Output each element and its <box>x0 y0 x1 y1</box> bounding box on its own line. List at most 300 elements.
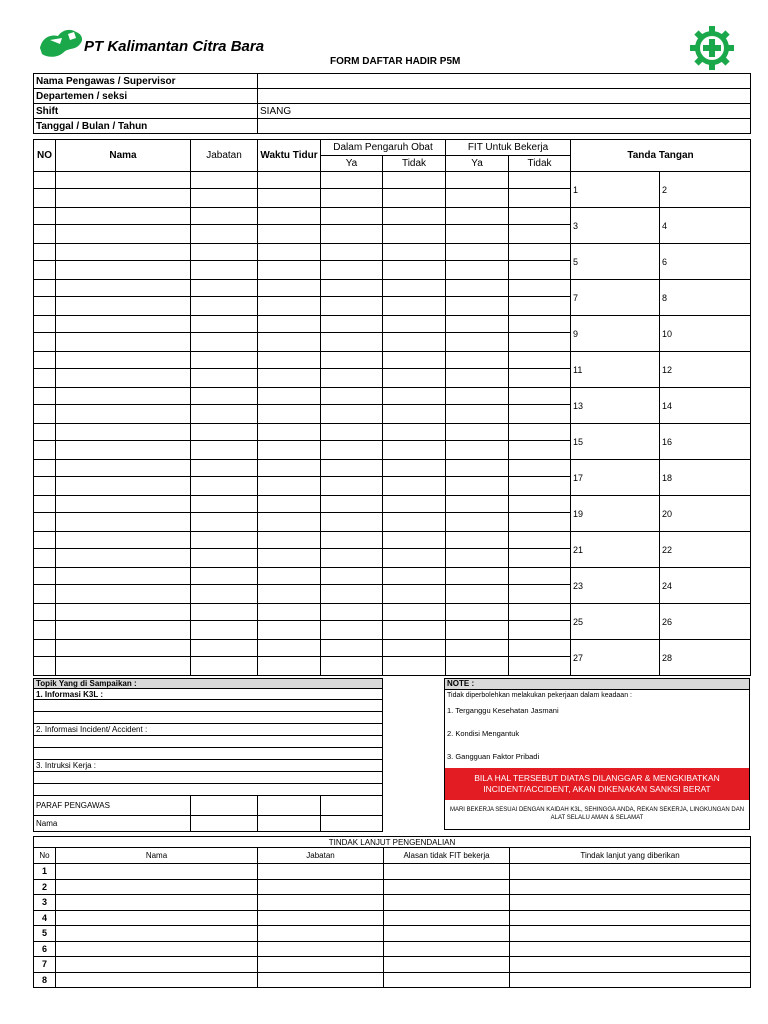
tindak-cell[interactable] <box>384 895 510 911</box>
attendance-cell[interactable] <box>509 189 571 208</box>
attendance-cell[interactable] <box>258 640 321 657</box>
attendance-cell[interactable] <box>321 388 383 405</box>
info-value[interactable] <box>258 89 751 104</box>
attendance-cell[interactable] <box>321 549 383 568</box>
attendance-cell[interactable] <box>383 477 446 496</box>
attendance-cell[interactable] <box>34 244 56 261</box>
attendance-cell[interactable] <box>446 225 509 244</box>
signature-cell[interactable]: 19 <box>571 496 660 532</box>
attendance-cell[interactable] <box>509 621 571 640</box>
tindak-cell[interactable] <box>258 941 384 957</box>
attendance-cell[interactable] <box>56 225 191 244</box>
attendance-cell[interactable] <box>321 460 383 477</box>
signature-cell[interactable]: 9 <box>571 316 660 352</box>
attendance-cell[interactable] <box>258 657 321 676</box>
attendance-cell[interactable] <box>56 441 191 460</box>
attendance-cell[interactable] <box>509 352 571 369</box>
attendance-cell[interactable] <box>258 352 321 369</box>
attendance-cell[interactable] <box>34 441 56 460</box>
attendance-cell[interactable] <box>509 585 571 604</box>
attendance-cell[interactable] <box>509 640 571 657</box>
paraf-cell[interactable] <box>191 796 258 816</box>
attendance-cell[interactable] <box>34 388 56 405</box>
attendance-cell[interactable] <box>191 477 258 496</box>
attendance-cell[interactable] <box>56 388 191 405</box>
signature-cell[interactable]: 28 <box>660 640 751 676</box>
attendance-cell[interactable] <box>509 604 571 621</box>
paraf-cell[interactable] <box>258 796 321 816</box>
attendance-cell[interactable] <box>34 316 56 333</box>
topik-line[interactable] <box>34 712 383 724</box>
attendance-cell[interactable] <box>258 405 321 424</box>
info-value[interactable] <box>258 74 751 89</box>
attendance-cell[interactable] <box>446 424 509 441</box>
topik-line[interactable] <box>34 748 383 760</box>
attendance-cell[interactable] <box>56 460 191 477</box>
attendance-cell[interactable] <box>258 604 321 621</box>
signature-cell[interactable]: 16 <box>660 424 751 460</box>
attendance-cell[interactable] <box>446 189 509 208</box>
attendance-cell[interactable] <box>509 460 571 477</box>
tindak-cell[interactable] <box>56 864 258 880</box>
attendance-cell[interactable] <box>34 604 56 621</box>
attendance-cell[interactable] <box>258 568 321 585</box>
attendance-cell[interactable] <box>383 316 446 333</box>
attendance-cell[interactable] <box>321 369 383 388</box>
tindak-cell[interactable] <box>510 895 751 911</box>
attendance-cell[interactable] <box>383 297 446 316</box>
attendance-cell[interactable] <box>34 657 56 676</box>
attendance-cell[interactable] <box>258 369 321 388</box>
attendance-cell[interactable] <box>509 549 571 568</box>
attendance-cell[interactable] <box>191 604 258 621</box>
attendance-cell[interactable] <box>191 244 258 261</box>
attendance-cell[interactable] <box>509 441 571 460</box>
attendance-cell[interactable] <box>383 640 446 657</box>
tindak-cell[interactable] <box>258 957 384 973</box>
attendance-cell[interactable] <box>383 333 446 352</box>
attendance-cell[interactable] <box>258 496 321 513</box>
attendance-cell[interactable] <box>34 297 56 316</box>
signature-cell[interactable]: 13 <box>571 388 660 424</box>
topik-line[interactable] <box>34 784 383 796</box>
attendance-cell[interactable] <box>383 441 446 460</box>
attendance-cell[interactable] <box>321 208 383 225</box>
attendance-cell[interactable] <box>446 369 509 388</box>
attendance-cell[interactable] <box>509 496 571 513</box>
attendance-cell[interactable] <box>56 172 191 189</box>
attendance-cell[interactable] <box>509 369 571 388</box>
attendance-cell[interactable] <box>446 568 509 585</box>
tindak-cell[interactable] <box>510 972 751 988</box>
tindak-cell[interactable] <box>384 941 510 957</box>
attendance-cell[interactable] <box>509 208 571 225</box>
attendance-cell[interactable] <box>509 405 571 424</box>
signature-cell[interactable]: 5 <box>571 244 660 280</box>
attendance-cell[interactable] <box>509 172 571 189</box>
attendance-cell[interactable] <box>56 640 191 657</box>
attendance-cell[interactable] <box>258 388 321 405</box>
attendance-cell[interactable] <box>191 261 258 280</box>
attendance-cell[interactable] <box>509 297 571 316</box>
attendance-cell[interactable] <box>446 657 509 676</box>
info-value[interactable] <box>258 119 751 134</box>
attendance-cell[interactable] <box>446 172 509 189</box>
attendance-cell[interactable] <box>321 441 383 460</box>
attendance-cell[interactable] <box>446 477 509 496</box>
attendance-cell[interactable] <box>258 225 321 244</box>
attendance-cell[interactable] <box>321 585 383 604</box>
attendance-cell[interactable] <box>56 244 191 261</box>
signature-cell[interactable]: 18 <box>660 460 751 496</box>
attendance-cell[interactable] <box>383 604 446 621</box>
attendance-cell[interactable] <box>446 585 509 604</box>
tindak-cell[interactable] <box>258 972 384 988</box>
signature-cell[interactable]: 14 <box>660 388 751 424</box>
attendance-cell[interactable] <box>383 244 446 261</box>
signature-cell[interactable]: 22 <box>660 532 751 568</box>
attendance-cell[interactable] <box>383 369 446 388</box>
attendance-cell[interactable] <box>191 405 258 424</box>
attendance-cell[interactable] <box>446 460 509 477</box>
attendance-cell[interactable] <box>34 424 56 441</box>
attendance-cell[interactable] <box>446 244 509 261</box>
tindak-cell[interactable] <box>56 895 258 911</box>
attendance-cell[interactable] <box>56 532 191 549</box>
attendance-cell[interactable] <box>383 585 446 604</box>
signature-cell[interactable]: 12 <box>660 352 751 388</box>
attendance-cell[interactable] <box>321 657 383 676</box>
attendance-cell[interactable] <box>56 261 191 280</box>
attendance-cell[interactable] <box>383 261 446 280</box>
paraf-cell[interactable] <box>258 816 321 832</box>
attendance-cell[interactable] <box>34 496 56 513</box>
attendance-cell[interactable] <box>258 513 321 532</box>
attendance-cell[interactable] <box>509 316 571 333</box>
attendance-cell[interactable] <box>258 477 321 496</box>
attendance-cell[interactable] <box>34 460 56 477</box>
attendance-cell[interactable] <box>383 352 446 369</box>
signature-cell[interactable]: 7 <box>571 280 660 316</box>
attendance-cell[interactable] <box>321 568 383 585</box>
attendance-cell[interactable] <box>34 280 56 297</box>
attendance-cell[interactable] <box>56 585 191 604</box>
attendance-cell[interactable] <box>34 352 56 369</box>
attendance-cell[interactable] <box>383 496 446 513</box>
attendance-cell[interactable] <box>321 316 383 333</box>
attendance-cell[interactable] <box>321 352 383 369</box>
attendance-cell[interactable] <box>383 460 446 477</box>
attendance-cell[interactable] <box>258 532 321 549</box>
tindak-cell[interactable] <box>384 926 510 942</box>
attendance-cell[interactable] <box>34 549 56 568</box>
attendance-cell[interactable] <box>509 513 571 532</box>
attendance-cell[interactable] <box>383 549 446 568</box>
attendance-cell[interactable] <box>258 189 321 208</box>
topik-line[interactable] <box>34 736 383 748</box>
attendance-cell[interactable] <box>191 568 258 585</box>
attendance-cell[interactable] <box>446 316 509 333</box>
attendance-cell[interactable] <box>258 208 321 225</box>
attendance-cell[interactable] <box>56 316 191 333</box>
tindak-cell[interactable] <box>510 926 751 942</box>
attendance-cell[interactable] <box>383 225 446 244</box>
tindak-cell[interactable] <box>384 957 510 973</box>
attendance-cell[interactable] <box>56 496 191 513</box>
attendance-cell[interactable] <box>191 208 258 225</box>
tindak-cell[interactable] <box>384 864 510 880</box>
attendance-cell[interactable] <box>34 369 56 388</box>
attendance-cell[interactable] <box>509 244 571 261</box>
signature-cell[interactable]: 15 <box>571 424 660 460</box>
attendance-cell[interactable] <box>509 657 571 676</box>
info-value[interactable]: SIANG <box>258 104 751 119</box>
attendance-cell[interactable] <box>446 297 509 316</box>
attendance-cell[interactable] <box>191 441 258 460</box>
attendance-cell[interactable] <box>446 532 509 549</box>
attendance-cell[interactable] <box>191 189 258 208</box>
topik-line[interactable] <box>34 700 383 712</box>
attendance-cell[interactable] <box>383 657 446 676</box>
attendance-cell[interactable] <box>34 640 56 657</box>
attendance-cell[interactable] <box>56 657 191 676</box>
attendance-cell[interactable] <box>56 604 191 621</box>
signature-cell[interactable]: 20 <box>660 496 751 532</box>
attendance-cell[interactable] <box>191 280 258 297</box>
attendance-cell[interactable] <box>258 297 321 316</box>
signature-cell[interactable]: 21 <box>571 532 660 568</box>
signature-cell[interactable]: 1 <box>571 172 660 208</box>
tindak-cell[interactable] <box>510 910 751 926</box>
attendance-cell[interactable] <box>191 172 258 189</box>
attendance-cell[interactable] <box>191 369 258 388</box>
tindak-cell[interactable] <box>510 941 751 957</box>
attendance-cell[interactable] <box>34 172 56 189</box>
attendance-cell[interactable] <box>509 261 571 280</box>
attendance-cell[interactable] <box>321 640 383 657</box>
attendance-cell[interactable] <box>191 532 258 549</box>
attendance-cell[interactable] <box>321 333 383 352</box>
attendance-cell[interactable] <box>191 333 258 352</box>
signature-cell[interactable]: 4 <box>660 208 751 244</box>
attendance-cell[interactable] <box>446 208 509 225</box>
attendance-cell[interactable] <box>56 513 191 532</box>
attendance-cell[interactable] <box>321 405 383 424</box>
attendance-cell[interactable] <box>321 261 383 280</box>
attendance-cell[interactable] <box>321 172 383 189</box>
attendance-cell[interactable] <box>34 477 56 496</box>
attendance-cell[interactable] <box>446 333 509 352</box>
attendance-cell[interactable] <box>446 604 509 621</box>
signature-cell[interactable]: 10 <box>660 316 751 352</box>
attendance-cell[interactable] <box>258 441 321 460</box>
attendance-cell[interactable] <box>509 424 571 441</box>
tindak-cell[interactable] <box>56 957 258 973</box>
attendance-cell[interactable] <box>446 513 509 532</box>
attendance-cell[interactable] <box>446 441 509 460</box>
attendance-cell[interactable] <box>258 460 321 477</box>
attendance-cell[interactable] <box>321 532 383 549</box>
tindak-cell[interactable] <box>258 926 384 942</box>
tindak-cell[interactable] <box>258 895 384 911</box>
tindak-cell[interactable] <box>510 957 751 973</box>
attendance-cell[interactable] <box>383 208 446 225</box>
attendance-cell[interactable] <box>446 496 509 513</box>
attendance-cell[interactable] <box>56 297 191 316</box>
attendance-cell[interactable] <box>191 585 258 604</box>
attendance-cell[interactable] <box>191 352 258 369</box>
tindak-cell[interactable] <box>56 926 258 942</box>
signature-cell[interactable]: 6 <box>660 244 751 280</box>
tindak-cell[interactable] <box>384 879 510 895</box>
attendance-cell[interactable] <box>56 369 191 388</box>
tindak-cell[interactable] <box>56 879 258 895</box>
attendance-cell[interactable] <box>509 280 571 297</box>
attendance-cell[interactable] <box>34 261 56 280</box>
attendance-cell[interactable] <box>321 189 383 208</box>
attendance-cell[interactable] <box>191 549 258 568</box>
tindak-cell[interactable] <box>510 879 751 895</box>
attendance-cell[interactable] <box>258 316 321 333</box>
signature-cell[interactable]: 27 <box>571 640 660 676</box>
paraf-cell[interactable] <box>191 816 258 832</box>
attendance-cell[interactable] <box>56 352 191 369</box>
attendance-cell[interactable] <box>321 621 383 640</box>
attendance-cell[interactable] <box>383 424 446 441</box>
signature-cell[interactable]: 2 <box>660 172 751 208</box>
attendance-cell[interactable] <box>34 621 56 640</box>
attendance-cell[interactable] <box>34 585 56 604</box>
paraf-cell[interactable] <box>321 796 383 816</box>
attendance-cell[interactable] <box>56 189 191 208</box>
attendance-cell[interactable] <box>56 424 191 441</box>
attendance-cell[interactable] <box>446 549 509 568</box>
attendance-cell[interactable] <box>191 657 258 676</box>
attendance-cell[interactable] <box>509 225 571 244</box>
attendance-cell[interactable] <box>446 405 509 424</box>
attendance-cell[interactable] <box>34 189 56 208</box>
attendance-cell[interactable] <box>321 280 383 297</box>
attendance-cell[interactable] <box>321 244 383 261</box>
attendance-cell[interactable] <box>191 460 258 477</box>
tindak-cell[interactable] <box>258 864 384 880</box>
signature-cell[interactable]: 23 <box>571 568 660 604</box>
attendance-cell[interactable] <box>56 280 191 297</box>
attendance-cell[interactable] <box>56 549 191 568</box>
topik-line[interactable] <box>34 772 383 784</box>
attendance-cell[interactable] <box>383 388 446 405</box>
attendance-cell[interactable] <box>446 280 509 297</box>
signature-cell[interactable]: 25 <box>571 604 660 640</box>
attendance-cell[interactable] <box>191 496 258 513</box>
attendance-cell[interactable] <box>321 604 383 621</box>
tindak-cell[interactable] <box>56 941 258 957</box>
attendance-cell[interactable] <box>383 172 446 189</box>
attendance-cell[interactable] <box>34 333 56 352</box>
signature-cell[interactable]: 26 <box>660 604 751 640</box>
attendance-cell[interactable] <box>321 477 383 496</box>
attendance-cell[interactable] <box>509 477 571 496</box>
tindak-cell[interactable] <box>258 910 384 926</box>
signature-cell[interactable]: 11 <box>571 352 660 388</box>
attendance-cell[interactable] <box>446 352 509 369</box>
attendance-cell[interactable] <box>56 208 191 225</box>
attendance-cell[interactable] <box>258 333 321 352</box>
attendance-cell[interactable] <box>383 513 446 532</box>
attendance-cell[interactable] <box>191 297 258 316</box>
attendance-cell[interactable] <box>383 568 446 585</box>
tindak-cell[interactable] <box>384 910 510 926</box>
attendance-cell[interactable] <box>383 405 446 424</box>
attendance-cell[interactable] <box>34 405 56 424</box>
attendance-cell[interactable] <box>383 280 446 297</box>
attendance-cell[interactable] <box>383 189 446 208</box>
tindak-cell[interactable] <box>258 879 384 895</box>
attendance-cell[interactable] <box>191 388 258 405</box>
signature-cell[interactable]: 17 <box>571 460 660 496</box>
tindak-cell[interactable] <box>56 972 258 988</box>
attendance-cell[interactable] <box>34 532 56 549</box>
attendance-cell[interactable] <box>56 568 191 585</box>
paraf-cell[interactable] <box>321 816 383 832</box>
attendance-cell[interactable] <box>446 388 509 405</box>
attendance-cell[interactable] <box>321 297 383 316</box>
attendance-cell[interactable] <box>321 513 383 532</box>
attendance-cell[interactable] <box>56 333 191 352</box>
attendance-cell[interactable] <box>258 172 321 189</box>
attendance-cell[interactable] <box>191 316 258 333</box>
signature-cell[interactable]: 3 <box>571 208 660 244</box>
attendance-cell[interactable] <box>56 405 191 424</box>
attendance-cell[interactable] <box>34 208 56 225</box>
signature-cell[interactable]: 8 <box>660 280 751 316</box>
tindak-cell[interactable] <box>384 972 510 988</box>
attendance-cell[interactable] <box>191 640 258 657</box>
attendance-cell[interactable] <box>321 424 383 441</box>
signature-cell[interactable]: 24 <box>660 568 751 604</box>
attendance-cell[interactable] <box>446 621 509 640</box>
attendance-cell[interactable] <box>509 568 571 585</box>
attendance-cell[interactable] <box>34 568 56 585</box>
attendance-cell[interactable] <box>258 261 321 280</box>
attendance-cell[interactable] <box>446 640 509 657</box>
attendance-cell[interactable] <box>383 621 446 640</box>
attendance-cell[interactable] <box>509 333 571 352</box>
attendance-cell[interactable] <box>258 280 321 297</box>
attendance-cell[interactable] <box>383 532 446 549</box>
attendance-cell[interactable] <box>191 225 258 244</box>
attendance-cell[interactable] <box>509 532 571 549</box>
attendance-cell[interactable] <box>509 388 571 405</box>
attendance-cell[interactable] <box>258 244 321 261</box>
attendance-cell[interactable] <box>321 225 383 244</box>
attendance-cell[interactable] <box>56 477 191 496</box>
attendance-cell[interactable] <box>446 261 509 280</box>
attendance-cell[interactable] <box>258 424 321 441</box>
tindak-cell[interactable] <box>56 910 258 926</box>
attendance-cell[interactable] <box>321 496 383 513</box>
attendance-cell[interactable] <box>191 424 258 441</box>
attendance-cell[interactable] <box>258 585 321 604</box>
attendance-cell[interactable] <box>191 621 258 640</box>
attendance-cell[interactable] <box>191 513 258 532</box>
attendance-cell[interactable] <box>34 225 56 244</box>
attendance-cell[interactable] <box>258 549 321 568</box>
tindak-cell[interactable] <box>510 864 751 880</box>
attendance-cell[interactable] <box>258 621 321 640</box>
attendance-cell[interactable] <box>34 513 56 532</box>
attendance-cell[interactable] <box>56 621 191 640</box>
